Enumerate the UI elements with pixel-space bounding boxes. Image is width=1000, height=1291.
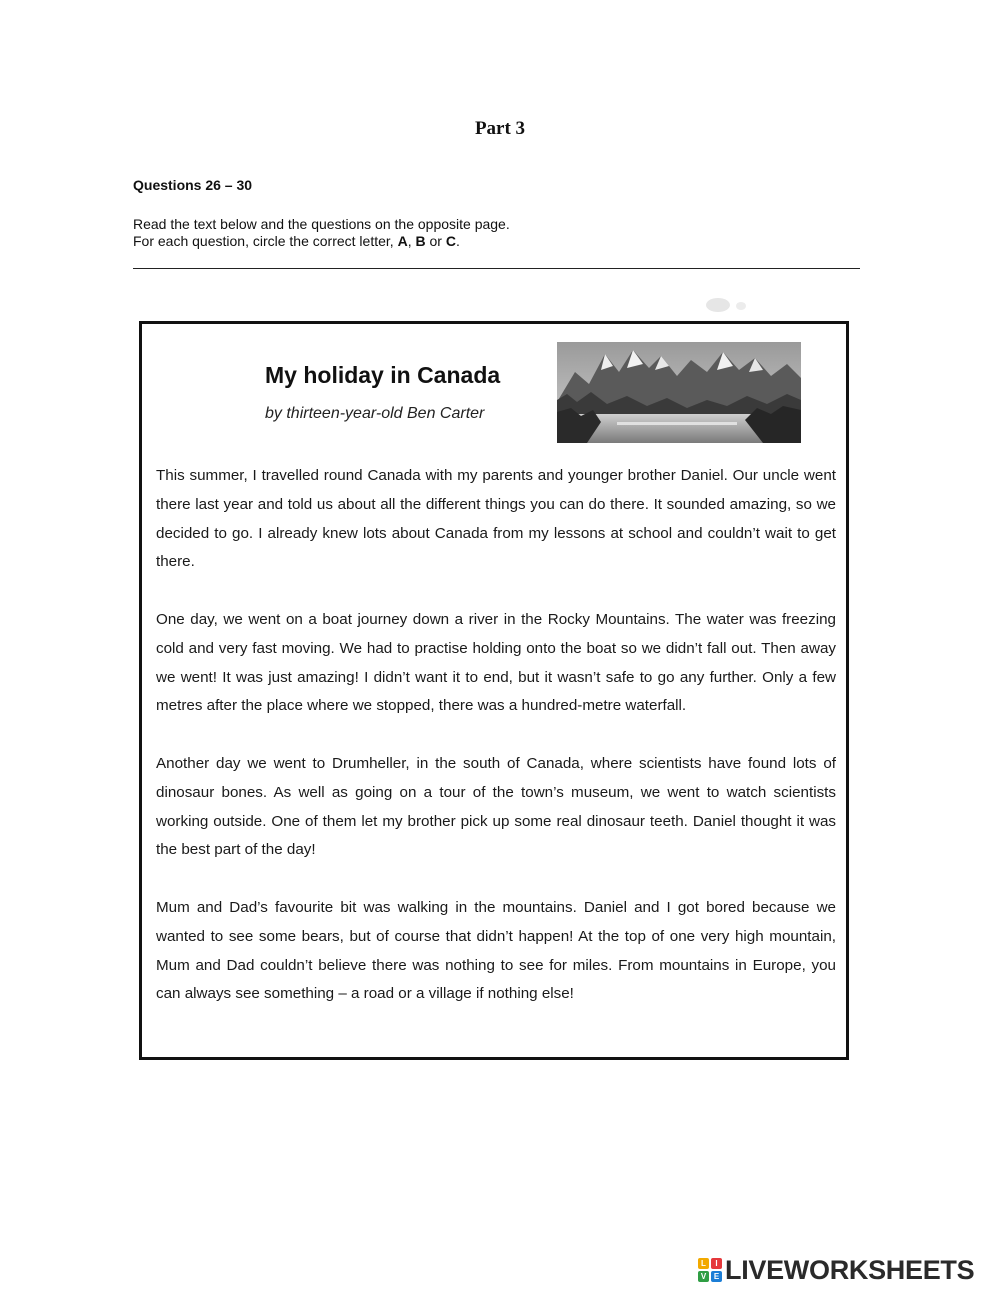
mountain-lake-photo bbox=[557, 342, 801, 443]
letter-b: B bbox=[415, 233, 426, 249]
logo-letter: V bbox=[698, 1271, 709, 1282]
liveworksheets-logo bbox=[698, 1256, 974, 1284]
scan-smudge bbox=[736, 302, 746, 310]
logo-letter: E bbox=[711, 1271, 722, 1282]
questions-heading: Questions 26 – 30 bbox=[133, 177, 253, 193]
instruction-line-1: Read the text below and the questions on the opposite page. bbox=[133, 216, 510, 232]
article-title: My holiday in Canada bbox=[265, 362, 501, 388]
instruction-text: For each question, circle the correct letter, bbox=[133, 233, 398, 249]
separator: or bbox=[425, 233, 446, 249]
logo-letter: L bbox=[698, 1258, 709, 1269]
article-paragraph: This summer, I travelled round Canada with my parents and younger brother Daniel. Our uncle went there last year and told us about all the different things you can do there. It sounded amazing, so we decided to go. I already knew lots about Canada from my lessons at school and couldn’t wait to get there. bbox=[156, 467, 836, 571]
mountain-lake-illustration bbox=[557, 342, 801, 443]
article-body bbox=[156, 462, 836, 1038]
instruction-line-2 bbox=[133, 233, 510, 250]
instructions bbox=[133, 216, 510, 250]
logo-letter: I bbox=[711, 1258, 722, 1269]
period: . bbox=[455, 233, 460, 249]
article-paragraph: Another day we went to Drumheller, in the south of Canada, where scientists have found lots of dinosaur bones. As well as going on a tour of the town’s museum, we went to watch scientists working outside. One of them let my brother pick up some real dinosaur teeth. Daniel thought it was the best part of the day! bbox=[156, 754, 836, 859]
part-title: Part 3 bbox=[474, 118, 526, 139]
article-paragraph: One day, we went on a boat journey down a river in the Rocky Mountains. The water was freezing cold and very fast moving. We had to practise holding onto the boat so we didn’t fall out. Then away we went! It was just amazing! I didn’t want it to end, but it wasn’t safe to go any further. Only a few metres after the place where we stopped, there was a hundred-metre waterfall. bbox=[156, 610, 836, 715]
letter-c: C bbox=[445, 233, 456, 249]
article-paragraph: Mum and Dad’s favourite bit was walking in the mountains. Daniel and I got bored because we wanted to see some bears, but of course that didn’t happen! At the top of one very high mountain, Mum and Dad couldn’t believe there was nothing to see for miles. From mountains in Europe, you can always see something – a road or a village if nothing else! bbox=[156, 898, 836, 1003]
letter-a: A bbox=[397, 233, 408, 249]
article-byline: by thirteen-year-old Ben Carter bbox=[265, 405, 485, 422]
separator: , bbox=[407, 233, 416, 249]
liveworksheets-logo-icon bbox=[698, 1258, 722, 1282]
logo-text: LIVEWORKSHEETS bbox=[725, 1254, 975, 1285]
divider-line bbox=[133, 268, 860, 269]
scan-smudge bbox=[706, 298, 730, 312]
